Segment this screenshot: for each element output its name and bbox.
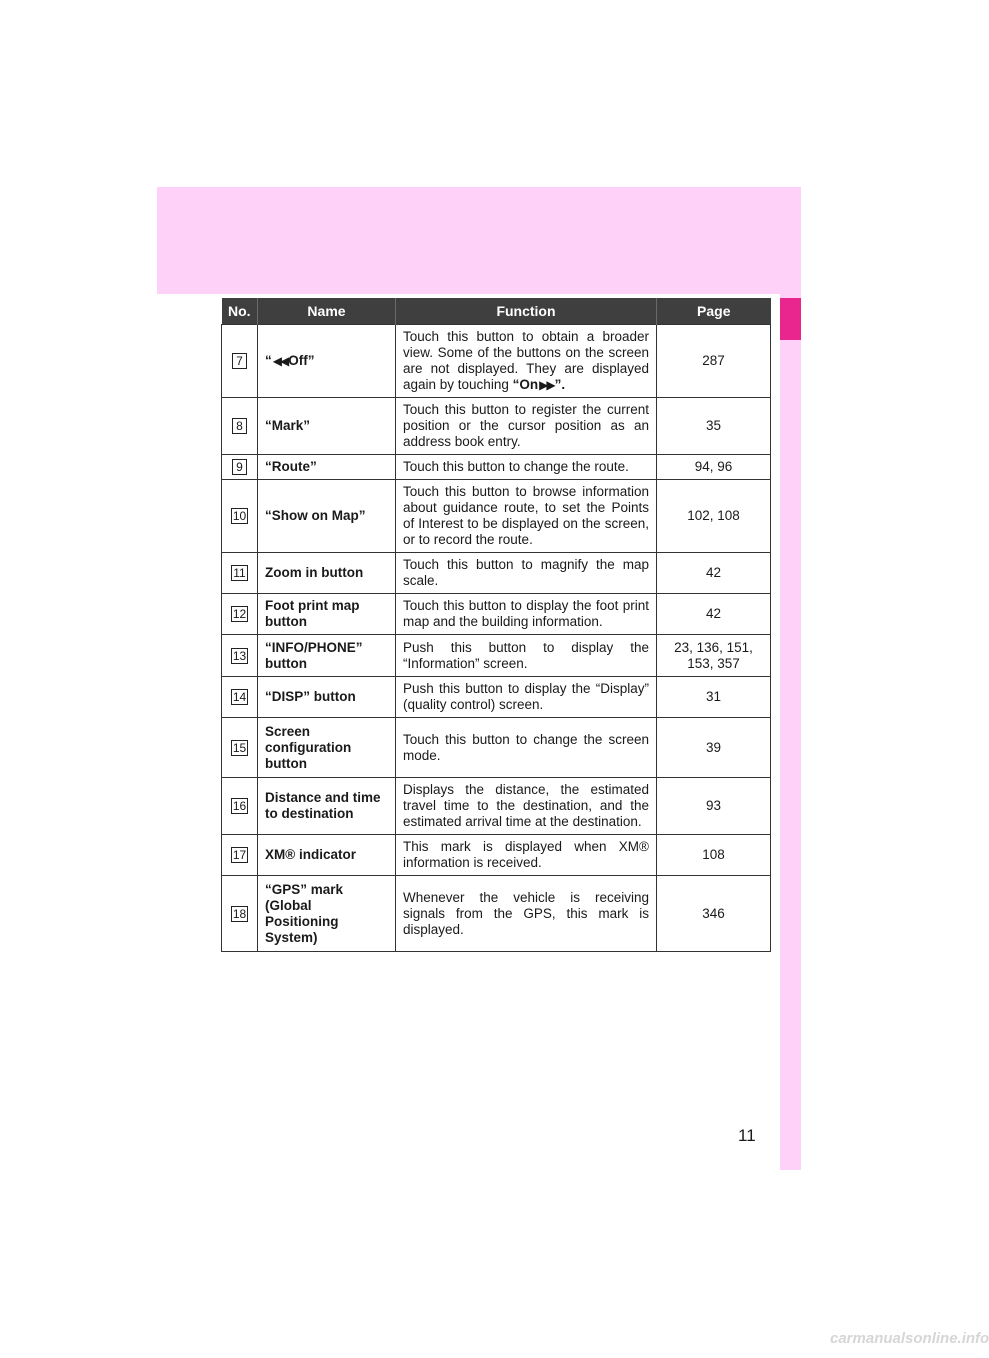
table-row xyxy=(222,635,771,677)
table-row xyxy=(222,876,771,952)
row-function: This mark is displayed when XM® information is received. xyxy=(396,835,657,876)
row-name: “INFO/PHONE” button xyxy=(258,635,396,677)
watermark-text: carmanualsonline.info xyxy=(830,1330,989,1347)
page-number: 11 xyxy=(738,1126,756,1145)
header-no: No. xyxy=(222,298,258,325)
reference-table xyxy=(221,298,771,952)
row-function: Touch this button to display the foot print map and the building information. xyxy=(396,594,657,635)
row-number-box: 18 xyxy=(232,906,247,921)
row-page: 346 xyxy=(657,876,771,952)
double-left-triangle-icon: ◀◀ xyxy=(272,354,288,368)
row-function: Displays the distance, the estimated travel time to the destination, and the estimated arrival time at the destination. xyxy=(396,778,657,835)
row-function: Whenever the vehicle is receiving signals from the GPS, this mark is displayed. xyxy=(396,876,657,952)
row-number-box: 15 xyxy=(232,740,247,755)
row-number xyxy=(222,876,258,952)
row-name: XM® indicator xyxy=(258,835,396,876)
row-number xyxy=(222,635,258,677)
row-page: 35 xyxy=(657,398,771,455)
row-page: 31 xyxy=(657,677,771,718)
row-number xyxy=(222,677,258,718)
table-row xyxy=(222,325,771,398)
row-page: 23, 136, 151, 153, 357 xyxy=(657,635,771,677)
row-name xyxy=(258,325,396,398)
header-page: Page xyxy=(657,298,771,325)
row-number-box: 11 xyxy=(233,566,246,580)
row-name: “Mark” xyxy=(258,398,396,455)
row-number xyxy=(222,594,258,635)
row-function: Touch this button to register the current position or the cursor position as an address book entry. xyxy=(396,398,657,455)
row-name: Foot print map button xyxy=(258,594,396,635)
double-right-triangle-icon: ▶▶ xyxy=(539,378,554,392)
name-off-label: Off” xyxy=(288,353,315,368)
name-quote-open: “ xyxy=(265,353,272,368)
row-page: 287 xyxy=(657,325,771,398)
row-number xyxy=(222,480,258,553)
row-function: Touch this button to change the screen mode. xyxy=(396,718,657,778)
row-number xyxy=(222,778,258,835)
row-number-box: 12 xyxy=(232,607,247,621)
table-row xyxy=(222,398,771,455)
table-row xyxy=(222,594,771,635)
row-number xyxy=(222,835,258,876)
row-function: Push this button to display the “Display” (quality control) screen. xyxy=(396,677,657,718)
row-page: 42 xyxy=(657,594,771,635)
row-number xyxy=(222,398,258,455)
row-page: 102, 108 xyxy=(657,480,771,553)
header-color-band xyxy=(157,187,801,294)
function-quote-close: ”. xyxy=(554,377,566,392)
side-color-band xyxy=(780,294,801,1170)
row-number xyxy=(222,325,258,398)
function-on-label: “On xyxy=(512,377,539,392)
row-page: 39 xyxy=(657,718,771,778)
row-number-box: 17 xyxy=(232,848,247,862)
row-function: Touch this button to browse information about guidance route, to set the Points of Interest to be displayed on the screen, or to record the route. xyxy=(396,480,657,553)
row-name: Distance and time to destination xyxy=(258,778,396,835)
row-page: 42 xyxy=(657,553,771,594)
row-name: Screen configuration button xyxy=(258,718,396,778)
row-page: 108 xyxy=(657,835,771,876)
row-number-box: 13 xyxy=(232,648,247,663)
row-function: Push this button to display the “Information” screen. xyxy=(396,635,657,677)
row-number xyxy=(222,455,258,480)
header-function: Function xyxy=(396,298,657,325)
table-row xyxy=(222,553,771,594)
row-number-box: 16 xyxy=(232,799,247,813)
row-name: Zoom in button xyxy=(258,553,396,594)
row-page: 93 xyxy=(657,778,771,835)
row-name: “DISP” button xyxy=(258,677,396,718)
row-name: “GPS” mark (Global Positioning System) xyxy=(258,876,396,952)
row-number xyxy=(222,553,258,594)
table-row xyxy=(222,835,771,876)
row-name: “Route” xyxy=(258,455,396,480)
row-function: Touch this button to magnify the map scale. xyxy=(396,553,657,594)
row-number xyxy=(222,718,258,778)
row-number-box: 10 xyxy=(232,509,247,523)
table-header-row xyxy=(222,298,771,325)
row-number-box: 7 xyxy=(232,353,247,369)
row-page: 94, 96 xyxy=(657,455,771,480)
row-function xyxy=(396,325,657,398)
row-number-box: 8 xyxy=(232,418,247,434)
table-row xyxy=(222,480,771,553)
row-number-box: 14 xyxy=(232,690,247,704)
row-function: Touch this button to change the route. xyxy=(396,455,657,480)
function-text: Touch this button to obtain a broader view. Some of the buttons on the screen are not displayed. They are displayed again by touching xyxy=(403,329,649,392)
table-row xyxy=(222,718,771,778)
header-name: Name xyxy=(258,298,396,325)
row-number-box: 9 xyxy=(232,459,247,475)
table-row xyxy=(222,455,771,480)
row-name: “Show on Map” xyxy=(258,480,396,553)
section-tab xyxy=(780,298,801,340)
table-row xyxy=(222,778,771,835)
table-row xyxy=(222,677,771,718)
